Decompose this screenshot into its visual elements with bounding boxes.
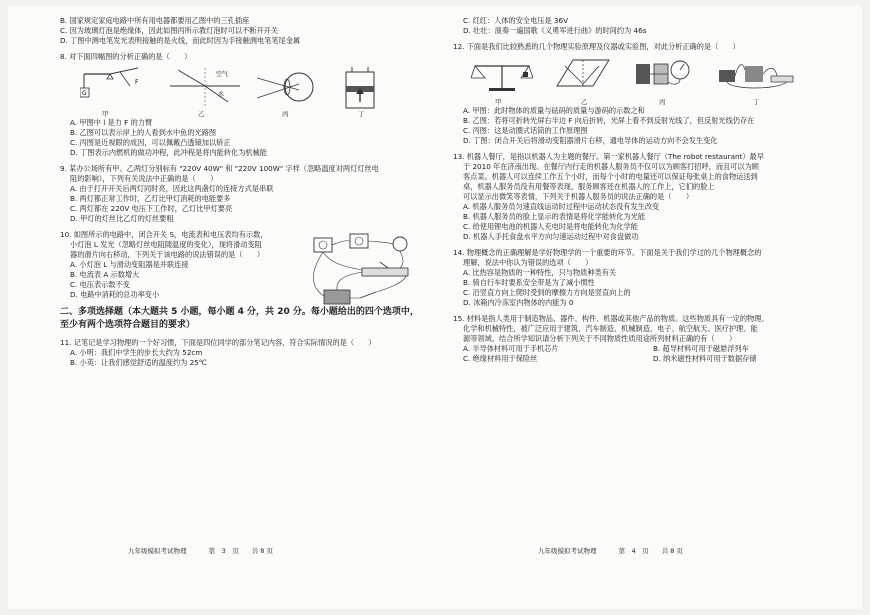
carryover-option-c: C. 因为玻璃灯泡是绝缘体，因此如图丙所示教灯泡时可以不断开开关 [60, 26, 279, 35]
svg-text:G: G [82, 90, 87, 97]
question-13-stem-3: 客点菜。机器人可以连续工作五个小时，而每个小时的电量还可以保证每张桌上的食物运送到 [463, 172, 758, 181]
question-11-option-a: A. 小明：我们中学生的步长大约为 52cm [70, 348, 203, 357]
page-4-footer [538, 546, 683, 555]
question-10-option-b: B. 电流表 A 示数增大 [70, 270, 140, 279]
question-13-stem-1: 13. 机器人餐厅，是指以机器人为主题的餐厅。第一家机器人餐厅（The robot restaurant）最早 [453, 152, 764, 161]
question-9-option-b: B. 两灯都正常工作时，乙灯比甲灯消耗的电能要多 [70, 194, 231, 203]
question-14-stem-2: 理解，说法中你认为错误的选项（ ） [463, 258, 593, 267]
question-9-option-a: A. 由于打开开关后两灯同时亮，因此这两盏灯的连接方式是串联 [70, 184, 274, 193]
question-10-option-a: A. 小灯泡 L 与滑动变阻器是并联连接 [70, 260, 189, 269]
question-8-option-a: A. 甲图中 l 是力 F 的力臂 [70, 118, 153, 127]
microphone-diagram [630, 56, 692, 92]
question-14 [453, 248, 848, 308]
question-12-figures [465, 56, 848, 104]
page-3-footer [128, 546, 273, 555]
question-15-option-d: D. 纳米磁性材料可用于数据存储 [653, 354, 757, 363]
question-10-option-d: D. 电路中消耗的总功率变小 [70, 290, 160, 299]
question-13-option-a: A. 机器人服务员匀速直线运动时过程中运动状态没有发生改变 [463, 202, 660, 211]
question-9-option-c: C. 两灯都在 220V 电压下工作时，乙灯比甲灯要亮 [70, 204, 233, 213]
question-9 [60, 164, 455, 224]
question-15-stem-3: 源等领域。结合所学知识请分析下列关于不同物质性质用途所列材料正确的有（ ） [463, 334, 737, 343]
question-11-option-b: B. 小英：让我们感觉舒适的温度约为 25℃ [70, 358, 207, 367]
question-11-stem: 11. 记笔记是学习物理的一个好习惯，下面是四位同学的部分笔记内容，符合实际情况的是（ ） [60, 338, 376, 347]
figure-label-jia: 甲 [495, 98, 502, 106]
question-8-option-c: C. 丙图是近视眼的成因，可以佩戴凸透镜加以矫正 [70, 138, 231, 147]
question-9-stem-2: 阻的影响），下列有关说法中正确的是（ ） [70, 174, 218, 183]
question-10 [60, 230, 455, 300]
question-11 [60, 338, 455, 368]
question-13-option-d: D. 机器人手托食盘水平方向匀速运动过程中对食盘做功 [463, 232, 639, 241]
figure-label-yi: 乙 [581, 98, 588, 106]
question-8-option-d: D. 丁图表示内燃机的做功冲程，此冲程是将内能转化为机械能 [70, 148, 267, 157]
question-8-option-b: B. 乙图可以表示岸上的人看到水中鱼的光路图 [70, 128, 217, 137]
q11-option-c: C. 红红：人体的安全电压是 36V [463, 16, 568, 25]
refraction-diagram [170, 66, 240, 108]
question-15-options-row-2 [453, 354, 848, 364]
question-13-stem-5: 可以显示出微笑等表情，下列关于机器人服务员的说法正确的是（ ） [463, 192, 694, 201]
figure-label-bing: 丙 [659, 98, 666, 106]
figure-label-bing: 丙 [282, 110, 289, 118]
question-8 [60, 52, 455, 158]
balance-diagram [471, 56, 533, 92]
question-14-option-d: D. 冰箱内冷冻室内物体的内能为 0 [463, 298, 574, 307]
svg-text:水: 水 [218, 91, 225, 98]
engine-diagram [340, 66, 380, 110]
eye-diagram [257, 66, 317, 108]
footer-page-number: 第 3 页 共 8 页 [208, 547, 273, 555]
lever-diagram [80, 66, 150, 108]
circuit-diagram [300, 232, 420, 312]
question-9-stem: 9. 某办公场所有甲、乙两灯分别标有 "220V 40W" 和 "220V 100W" 字样（忽略温度对两灯灯丝电 [60, 164, 379, 173]
question-13-option-c: C. 给使用锂电池的机器人充电时是将电能转化为化学能 [463, 222, 638, 231]
footer-page-number: 第 4 页 共 8 页 [618, 547, 683, 555]
section-2-title: 二、多项选择题（本大题共 5 小题，每小题 4 分，共 20 分。每小题给出的四个选项中， [60, 307, 419, 317]
carryover-option-b: B. 国家规定家庭电路中所有用电器都要用乙图中的三孔插座 [60, 16, 250, 25]
question-15-stem-2: 化学和机械特性，被广泛应用于建筑、汽车制造、机械制造、电子、航空航天、医疗护理、能 [463, 324, 758, 333]
question-8-figures [72, 66, 455, 116]
question-12-option-d: D. 丁图：闭合开关后将滑动变阻器滑片右移，通电导体的运动方向不会发生变化 [463, 136, 718, 145]
figure-label-yi: 乙 [198, 110, 205, 118]
question-12-option-a: A. 甲图：此时物体的质量与砝码的质量与游码的示数之和 [463, 106, 645, 115]
question-10-option-c: C. 电压表示数不变 [70, 280, 130, 289]
question-15-option-b: B. 超导材料可用于磁悬浮列车 [653, 344, 749, 353]
question-12 [453, 42, 848, 146]
question-12-option-b: B. 乙图：若将可折转光屏右半边 F 向后折转，光屏上看不到反射光线了，但反射光线仍存在 [463, 116, 755, 125]
question-14-option-a: A. 比热容是物质的一种特性，只与物质种类有关 [463, 268, 617, 277]
question-12-option-c: C. 丙图：这是动圈式话筒的工作原理图 [463, 126, 588, 135]
question-14-option-b: B. 骑自行车时要系安全带是为了减小惯性 [463, 278, 595, 287]
question-10-stem-2: 小灯泡 L 发光（忽略灯丝电阻随温度的变化），现将滑动变阻 [70, 240, 262, 249]
question-9-option-d: D. 甲灯的灯丝比乙灯的灯丝要粗 [70, 214, 174, 223]
question-15 [453, 314, 848, 364]
carryover-option-d: D. 丁图中测电笔发光表明接触的是火线，而此时因为手接触测电笔笔尾金属 [60, 36, 301, 45]
question-15-options-row-1 [453, 344, 848, 354]
question-13-stem-4: 桌，机器人服务员没有用餐等表现，服务顾客还在机器人的工作上，它们的脸上 [463, 182, 715, 191]
figure-label-ding: 丁 [358, 110, 365, 118]
q11-option-d: D. 壮壮：演奏一遍国歌《义勇军进行曲》的时间约为 46s [463, 26, 647, 35]
figure-label-ding: 丁 [753, 98, 760, 106]
figure-label-jia: 甲 [102, 110, 109, 118]
question-14-stem-1: 14. 物理概念的正确理解是学好物理学的一个重要的环节。下面是关于我们学过的几个物理概念的 [453, 248, 762, 257]
question-15-stem-1: 15. 材料是指人类用于制造物品、器件、构件、机器或其他产品的物质。这些物质具有一定的物理、 [453, 314, 769, 323]
question-8-stem: 8. 对下面四幅图的分析正确的是（ ） [60, 52, 192, 61]
exam-sheet [8, 6, 862, 609]
footer-exam-name: 九年级模拟考试物理 [128, 547, 187, 555]
question-10-stem: 10. 如图所示的电路中，闭合开关 S，电流表和电压表均有示数， [60, 230, 268, 239]
svg-text:F: F [135, 79, 139, 86]
reflection-screen-diagram [553, 56, 613, 92]
question-15-option-c: C. 绝缘材料用于保险丝 [463, 354, 538, 363]
question-10-stem-3: 器的滑片向右移动，下列关于该电路的说法错误的是（ ） [70, 250, 265, 259]
page-3-column [60, 16, 455, 368]
page-4-column [453, 16, 848, 364]
question-13-stem-2: 于 2010 年在济南出现。在餐厅内行走的机器人服务员不仅可以为顾客打招呼，而且可以为顾 [463, 162, 759, 171]
question-14-option-c: C. 沿竖直方向上爬时受到的摩擦力方向是竖直向上的 [463, 288, 631, 297]
question-12-stem: 12. 下面是我们比较熟悉的几个物理实验原理及仪器或实验图，对此分析正确的是（ ） [453, 42, 740, 51]
question-13-option-b: B. 机器人服务员的脸上显示的表情是将化学能转化为光能 [463, 212, 646, 221]
motor-circuit-diagram [717, 56, 797, 92]
question-13 [453, 152, 848, 242]
svg-text:空气: 空气 [216, 71, 229, 78]
footer-exam-name: 九年级模拟考试物理 [538, 547, 597, 555]
question-15-option-a: A. 半导体材料可用于手机芯片 [463, 344, 559, 353]
section-2-subtitle: 至少有两个选项符合题目的要求） [60, 320, 196, 330]
